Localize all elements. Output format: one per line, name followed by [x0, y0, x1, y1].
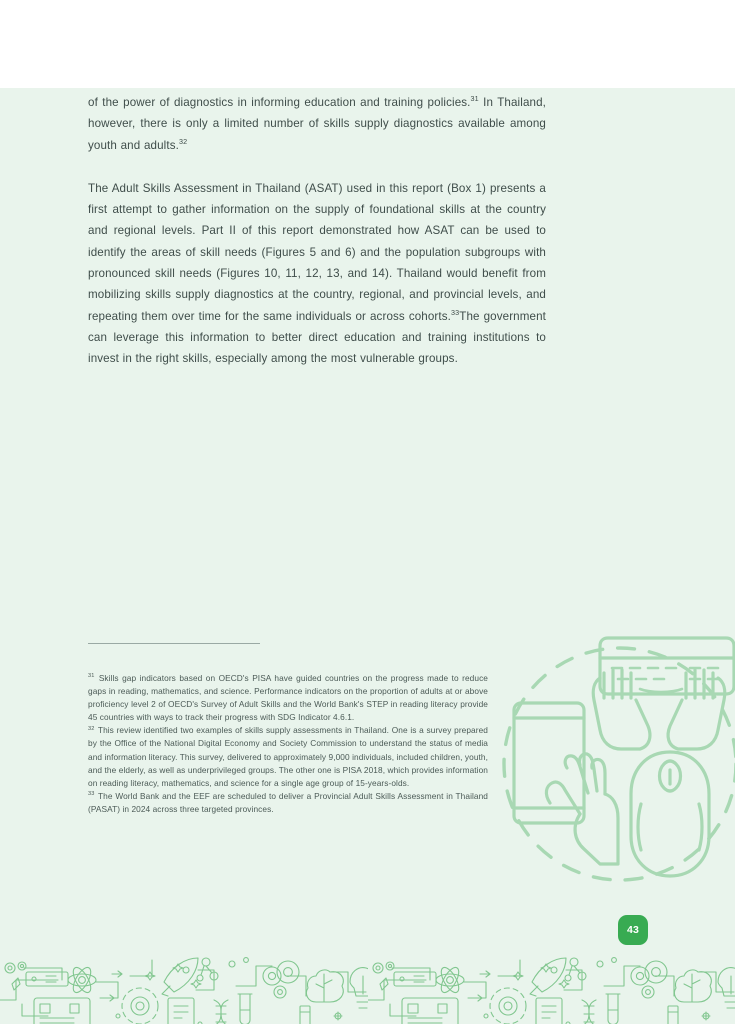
- footnote-marker[interactable]: 32: [178, 136, 188, 146]
- footnote-33: $^{33}$ The World Bank and the EEF are scheduled to deliver a Provincial Adult Skills Assessment in Thailand (PASAT) in 2024 across three targeted provinces.: [88, 790, 488, 814]
- test-tube-icon: [238, 994, 252, 1024]
- footnote-marker[interactable]: 31: [470, 94, 479, 104]
- atom-icon: [68, 965, 96, 995]
- paragraph-asat: The Adult Skills Assessment in Thailand (ASAT) used in this report (Box 1) presents a first attempt to gather information on the supply of foundational skills at the country and regional levels. Part II of this report demonstrated how ASAT can be used to identify the areas of skill needs (Figures 5 and 6) and the population subgroups with pronounced skill needs (Figures 10, 11, 12, 13, and 14). Thailand would benefit from mobilizing skills supply diagnostics at the country, regional, and provincial levels, and repeating them over time for the same individuals or across cohorts.$^{33}$The government can leverage this information to better direct education and training institutions to invest in the right skills, especially among the most vulnerable groups.: [88, 181, 546, 366]
- brain-icon: [306, 970, 343, 1002]
- footnote-marker: 32: [88, 725, 95, 732]
- gear-icon: [5, 962, 26, 973]
- battery-icon: [300, 1006, 310, 1024]
- footnote-32: $^{32}$ This review identified two examples of skills supply assessments in Thailand. One is a survey prepared by the Office of the National Digital Economy and Society Commission to understand the status of media and information literacy. This survey, delivered to approximately 9,000 individuals, included children, youth, and the elderly, as well as underprivileged groups. The other one is PISA 2018, which provides information on reading literacy, mathematics, and science for a single age group of 15-years-olds.: [88, 725, 488, 788]
- text-column: [88, 92, 546, 370]
- footnote-marker: 33: [88, 791, 95, 798]
- science-tech-icon-border: [0, 946, 735, 1024]
- rocket-icon: [162, 958, 198, 996]
- paragraph-diagnostics: of the power of diagnostics in informing education and training policies.$^{31}$ In Thailand, however, there is only a limited number of skills supply diagnostics available among youth and adults.$^{32}$: [88, 94, 546, 152]
- aperture-icon: [122, 988, 158, 1024]
- laptop-icon: [34, 998, 90, 1024]
- book-icon: [168, 998, 194, 1024]
- footnote-31: $^{31}$ Skills gap indicators based on OECD's PISA have guided countries on the progress made to reduce gaps in reading, mathematics, and science. Performance indicators on the proportion of adults at or above proficiency level 2 of OECD's Survey of Adult Skills and the World Bank's STEP in reading literacy provide 45 countries with ways to track their progress with SDG Indicator 4.6.1.: [88, 673, 488, 723]
- page-number-badge: 43: [618, 915, 648, 945]
- lightbulb-icon: [350, 968, 368, 1008]
- footnote-marker: 31: [88, 673, 95, 680]
- footnote-separator-rule: [88, 643, 260, 644]
- footnotes-section: [88, 643, 488, 816]
- dna-icon: [214, 1000, 228, 1024]
- footnote-marker[interactable]: 33: [451, 307, 460, 317]
